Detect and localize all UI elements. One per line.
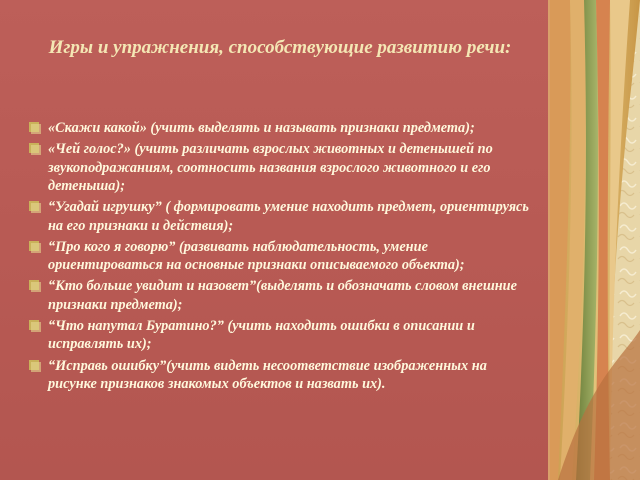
list-item-text: «Скажи какой» (учить выделять и называть признаки предмета); [48, 120, 475, 136]
square-bullet-icon [28, 359, 42, 373]
list-item-text: “Угадай игрушку” ( формировать умение находить предмет, ориентируясь на его признаки и действия); [48, 199, 529, 234]
list-item [28, 198, 538, 235]
list-item-text: “Кто больше увидит и назовет”(выделять и обозначать словом внешние признаки предмета); [48, 278, 517, 313]
list-item-text: “Что напутал Буратино?” (учить находить ошибки в описании и исправлять их); [48, 317, 475, 353]
list-item-text: «Чей голос?» (учить различать взрослых животных и детенышей по звукоподражаниям, соотносить названия взрослого животного и его детеныша); [48, 141, 493, 195]
list-item [28, 317, 538, 354]
list-item [28, 140, 538, 196]
square-bullet-icon [28, 319, 42, 333]
list-item [28, 119, 538, 138]
slide-title: Игры и упражнения, способствующие развитию речи: [48, 37, 512, 58]
games-list [28, 119, 538, 396]
list-item-text: “Про кого я говорю” (развивать наблюдательность, умение ориентироваться на основные признаки описываемого объекта); [48, 238, 465, 274]
list-item [28, 238, 538, 275]
list-item [28, 357, 538, 394]
decorative-pattern-strip [550, 0, 640, 480]
square-bullet-icon [28, 121, 42, 135]
square-bullet-icon [28, 200, 42, 214]
list-item [28, 277, 538, 314]
square-bullet-icon [28, 240, 42, 254]
square-bullet-icon [28, 279, 42, 293]
list-item-text: “Исправь ошибку”(учить видеть несоответствие изображенных на рисунке признаков знакомых объектов и назвать их). [48, 357, 487, 393]
square-bullet-icon [28, 142, 42, 156]
